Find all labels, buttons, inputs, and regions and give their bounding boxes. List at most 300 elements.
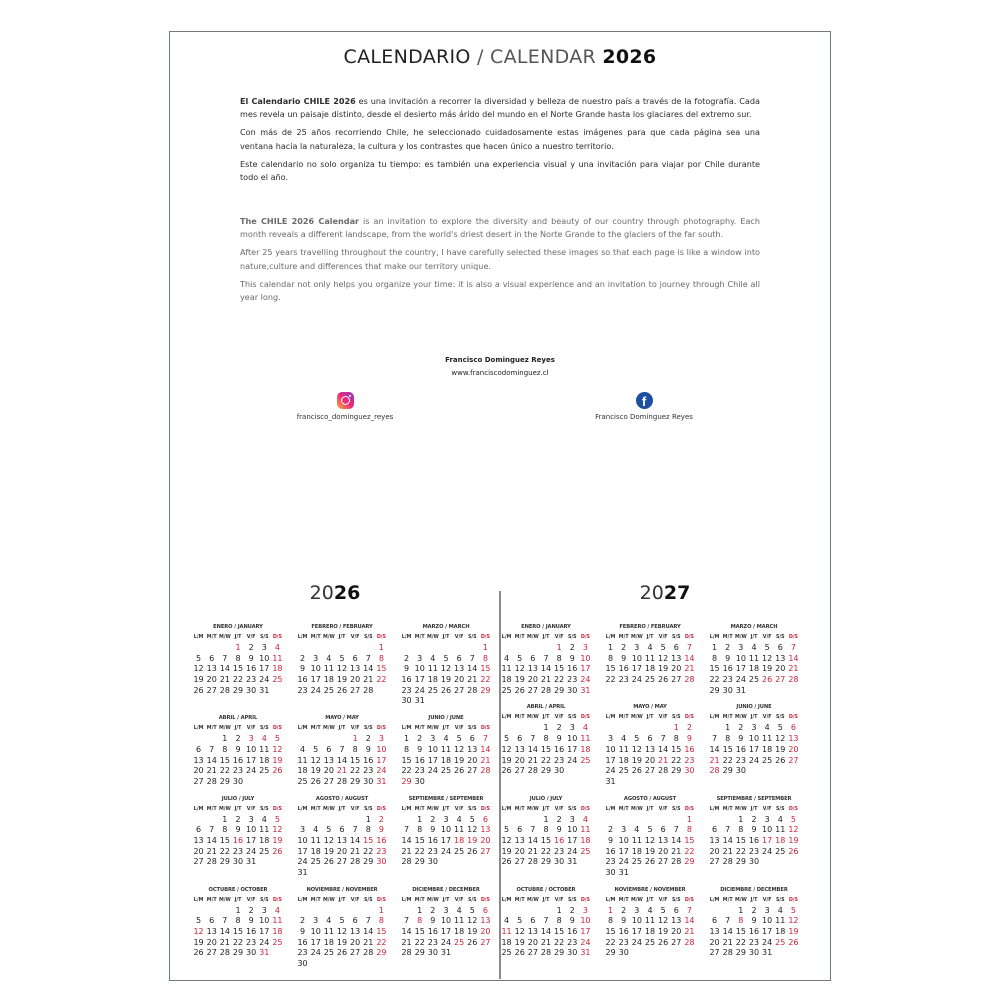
day-grid	[296, 633, 388, 696]
weekday-label: M/W	[526, 806, 539, 812]
day: 25	[501, 685, 512, 695]
day: 16	[567, 664, 578, 674]
day: 6	[352, 916, 358, 926]
day: 19	[658, 664, 669, 674]
holiday-day: 25	[580, 846, 591, 856]
facebook-icon[interactable]: f	[636, 392, 653, 409]
holiday-day: 6	[790, 723, 796, 733]
month-block	[500, 885, 592, 959]
day: 28	[350, 857, 361, 867]
weekday-label: V/F	[350, 806, 360, 812]
weekday-label: D/S	[684, 806, 695, 812]
day: 15	[232, 927, 244, 937]
month-name: MAYO / MAY	[325, 715, 359, 722]
holiday-day: 31	[259, 948, 270, 958]
day: 4	[430, 653, 436, 663]
day: 23	[427, 846, 438, 856]
month-block	[400, 885, 492, 970]
facebook-handle[interactable]: Francisco Dominguez Reyes	[595, 413, 693, 421]
weekday-label: L/M	[401, 897, 412, 903]
day: 25	[762, 755, 773, 765]
day: 18	[644, 664, 656, 674]
day: 29	[554, 685, 565, 695]
day: 12	[336, 664, 348, 674]
holiday-day: 12	[788, 916, 799, 926]
holiday-day: 28	[684, 937, 695, 947]
day: 19	[658, 927, 669, 937]
day: 3	[764, 814, 770, 824]
month-name: ENERO / JANUARY	[213, 624, 263, 630]
day: 13	[193, 755, 204, 765]
month-name: NOVIEMBRE / NOVEMBER	[614, 886, 686, 893]
day: 16	[297, 675, 308, 685]
day: 5	[764, 643, 770, 652]
weekday-label: L/M	[297, 806, 308, 812]
day: 10	[310, 927, 321, 937]
day: 16	[246, 927, 257, 937]
day: 16	[567, 927, 578, 937]
day: 17	[440, 835, 452, 845]
day: 31	[440, 948, 452, 958]
day: 25	[775, 846, 786, 856]
weekday-label: L/M	[401, 806, 412, 812]
day: 2	[621, 643, 627, 652]
day-grid	[400, 896, 492, 959]
day: 6	[339, 825, 345, 835]
weekday-label: M/T	[206, 806, 217, 812]
day: 12	[762, 653, 773, 663]
day: 30	[618, 948, 629, 958]
day-grid	[400, 805, 492, 868]
day: 11	[644, 916, 656, 926]
holiday-day: 8	[417, 916, 423, 926]
empty-day	[604, 723, 617, 734]
day: 8	[608, 916, 614, 926]
day: 30	[246, 685, 257, 695]
day: 5	[196, 916, 202, 926]
day: 10	[246, 825, 257, 835]
day: 8	[556, 653, 562, 663]
intro-es-paragraph-2: Con más de 25 años recorriendo Chile, he seleccionado cuidadosamente estas imágenes para que cada página sea una ventana hacia la naturaleza, la cultura y los contrastes que hacen único a nuestro territorio.	[240, 127, 760, 151]
weekday-label: M/W	[218, 635, 231, 640]
day: 26	[514, 685, 525, 695]
empty-day	[708, 723, 721, 734]
weekday-label: S/S	[259, 897, 269, 903]
day: 15	[735, 835, 746, 845]
intro-es-paragraph-3: Este calendario no solo organiza tu tiempo: es también una experiencia visual y una invitación para viajar por Chile durante todo el año.	[240, 158, 760, 183]
holiday-day: 22	[480, 675, 491, 685]
day: 22	[605, 675, 616, 685]
day: 14	[206, 835, 217, 845]
day: 3	[417, 653, 423, 663]
weekday-label: L/M	[297, 897, 308, 903]
holiday-day: 11	[272, 653, 283, 663]
holiday-day: 19	[788, 927, 799, 937]
day: 18	[501, 675, 512, 685]
day: 11	[297, 755, 308, 765]
holiday-day: 16	[376, 835, 387, 845]
year-suffix: 26	[333, 582, 361, 604]
day: 10	[735, 653, 746, 663]
day: 6	[517, 825, 523, 835]
holiday-day: 14	[684, 653, 695, 663]
holiday-day: 15	[684, 835, 695, 845]
day: 4	[634, 825, 640, 835]
day: 15	[401, 755, 412, 765]
day: 15	[540, 835, 552, 845]
day: 2	[751, 905, 757, 915]
day: 28	[363, 948, 374, 958]
day: 21	[527, 755, 538, 765]
empty-day	[309, 643, 322, 654]
day: 14	[206, 755, 217, 765]
day: 10	[631, 916, 642, 926]
facebook-link[interactable]	[544, 392, 744, 421]
day: 20	[467, 755, 478, 765]
signature	[170, 354, 830, 380]
day: 3	[443, 814, 449, 824]
empty-day	[526, 723, 539, 734]
day: 25	[748, 675, 760, 685]
weekday-label: D/S	[376, 897, 387, 903]
holiday-day: 27	[480, 937, 491, 947]
day: 27	[514, 766, 525, 776]
weekday-label: J/T	[234, 897, 242, 903]
holiday-day: 1	[352, 734, 358, 744]
weekday-label: S/S	[671, 715, 681, 721]
day: 10	[297, 835, 308, 845]
day: 6	[469, 734, 475, 744]
day: 10	[414, 664, 425, 674]
day: 12	[631, 744, 642, 754]
day: 14	[467, 664, 478, 674]
empty-day	[526, 815, 539, 826]
day: 3	[621, 825, 627, 835]
holiday-day: 15	[480, 664, 491, 674]
day: 18	[323, 675, 334, 685]
day: 19	[336, 937, 348, 947]
weekday-label: M/W	[426, 726, 439, 732]
day: 27	[336, 857, 348, 867]
holiday-day: 21	[709, 755, 720, 765]
weekday-label: M/W	[630, 897, 643, 903]
day: 28	[206, 857, 217, 867]
day: 7	[209, 744, 215, 754]
day: 7	[404, 825, 410, 835]
day: 13	[527, 927, 538, 937]
day: 27	[323, 776, 334, 786]
day: 22	[605, 937, 616, 947]
weekday-label: J/T	[338, 897, 346, 903]
month-name: OCTUBRE / OCTOBER	[516, 886, 576, 893]
month-block	[192, 885, 284, 970]
holiday-day: 21	[684, 664, 695, 674]
weekday-label: S/S	[567, 715, 577, 721]
day: 2	[235, 814, 241, 824]
day: 28	[401, 948, 412, 958]
day: 13	[336, 835, 348, 845]
day: 19	[775, 744, 786, 754]
day: 29	[722, 766, 733, 776]
empty-day	[400, 643, 413, 654]
day: 13	[454, 664, 465, 674]
day: 9	[300, 664, 306, 674]
weekday-label: S/S	[775, 806, 785, 812]
day: 11	[631, 835, 642, 845]
month-block	[192, 622, 284, 707]
day: 2	[248, 643, 254, 652]
day: 4	[777, 814, 783, 824]
weekday-label: S/S	[671, 806, 681, 812]
day: 6	[647, 734, 653, 744]
day: 1	[404, 734, 410, 744]
day: 8	[222, 744, 228, 754]
empty-day	[192, 643, 205, 654]
weekday-label: V/F	[554, 897, 564, 903]
empty-day	[335, 906, 348, 917]
day: 3	[261, 905, 267, 915]
month-block	[708, 702, 800, 787]
month-block	[192, 794, 284, 879]
day: 15	[554, 664, 565, 674]
day: 23	[554, 846, 565, 856]
day: 6	[530, 916, 536, 926]
day: 13	[527, 664, 538, 674]
empty-day	[500, 815, 513, 826]
weekday-label: M/W	[218, 726, 231, 732]
day: 29	[554, 948, 565, 958]
holiday-day: 18	[454, 835, 465, 845]
day: 13	[323, 755, 334, 765]
empty-day	[218, 643, 231, 654]
empty-day	[439, 643, 452, 654]
day: 31	[414, 696, 425, 706]
holiday-day: 5	[274, 734, 280, 744]
day: 31	[259, 685, 270, 695]
holiday-day: 25	[272, 937, 283, 947]
weekday-label: M/T	[310, 806, 321, 812]
weekday-label: M/T	[722, 715, 733, 721]
day: 7	[339, 744, 345, 754]
weekday-label: S/S	[259, 635, 269, 640]
holiday-day: 1	[482, 643, 488, 652]
weekday-label: V/F	[246, 806, 256, 812]
day: 14	[401, 835, 412, 845]
weekday-label: D/S	[684, 715, 695, 721]
day: 15	[414, 835, 425, 845]
holiday-day: 11	[580, 734, 591, 744]
day: 3	[569, 814, 575, 824]
weekday-label: M/T	[618, 635, 629, 640]
day: 23	[748, 846, 760, 856]
empty-day	[349, 643, 362, 654]
holiday-day: 3	[582, 643, 588, 652]
day: 23	[722, 675, 733, 685]
day: 27	[454, 685, 465, 695]
holiday-day: 1	[673, 723, 679, 733]
day: 20	[514, 755, 525, 765]
day: 30	[554, 857, 565, 867]
day-grid	[708, 633, 800, 696]
day: 6	[673, 643, 679, 652]
day: 25	[644, 675, 656, 685]
website-link[interactable]: www.franciscodominguez.cl	[451, 369, 549, 377]
weekday-label: J/T	[542, 806, 550, 812]
weekday-label: S/S	[467, 726, 477, 732]
title-separator: /	[477, 46, 484, 68]
holiday-day: 4	[582, 814, 588, 824]
weekday-label: D/S	[272, 897, 283, 903]
holiday-day: 24	[580, 675, 591, 685]
day: 5	[339, 916, 345, 926]
holiday-day: 2	[686, 723, 692, 733]
day: 23	[618, 675, 629, 685]
weekday-label: M/T	[722, 806, 733, 812]
holiday-day: 29	[401, 776, 412, 786]
day-grid	[604, 805, 696, 879]
weekday-label: V/F	[554, 715, 564, 721]
holiday-day: 24	[376, 766, 387, 776]
day: 15	[735, 927, 746, 937]
weekday-label: S/S	[363, 726, 373, 732]
holiday-day: 12	[272, 744, 283, 754]
day: 11	[775, 916, 786, 926]
day: 3	[248, 814, 254, 824]
day: 17	[735, 664, 746, 674]
day: 8	[608, 653, 614, 663]
day: 25	[259, 766, 270, 776]
day: 21	[206, 846, 217, 856]
empty-day	[192, 815, 205, 826]
day: 22	[219, 766, 230, 776]
weekday-label: D/S	[684, 635, 695, 640]
day: 19	[454, 755, 465, 765]
weekday-label: L/M	[501, 806, 512, 812]
empty-day	[617, 815, 630, 826]
month-block	[296, 794, 388, 879]
day: 3	[634, 643, 640, 652]
day: 27	[644, 766, 656, 776]
day: 6	[209, 653, 215, 663]
holiday-day: 19	[788, 835, 799, 845]
day-grid	[192, 805, 284, 868]
day: 2	[556, 723, 562, 733]
day: 3	[261, 643, 267, 652]
day: 22	[414, 846, 425, 856]
title-english: CALENDAR	[490, 46, 597, 68]
day: 11	[748, 653, 760, 663]
day: 29	[671, 766, 682, 776]
holiday-day: 5	[274, 814, 280, 824]
holiday-day: 28	[684, 675, 695, 685]
weekday-label: L/M	[501, 635, 512, 640]
day: 14	[527, 744, 538, 754]
calendar-2027	[500, 622, 800, 959]
weekday-label: M/W	[630, 635, 643, 640]
day: 7	[543, 916, 549, 926]
day-grid	[500, 805, 592, 868]
day: 22	[540, 755, 552, 765]
day: 24	[618, 857, 629, 867]
day: 4	[456, 905, 462, 915]
empty-day	[721, 815, 734, 826]
day: 12	[323, 835, 334, 845]
day: 28	[540, 948, 552, 958]
empty-day	[296, 734, 309, 745]
day: 29	[735, 948, 746, 958]
day: 13	[350, 927, 361, 937]
day: 6	[673, 905, 679, 915]
year-suffix: 27	[663, 582, 691, 604]
holiday-day: 26	[762, 675, 773, 685]
empty-day	[400, 906, 413, 917]
day: 15	[605, 664, 616, 674]
weekday-label: V/F	[350, 635, 360, 640]
day: 8	[235, 916, 241, 926]
day: 29	[540, 857, 552, 867]
holiday-day: 28	[709, 766, 720, 776]
day: 16	[427, 835, 438, 845]
day: 9	[248, 653, 254, 663]
day: 23	[427, 937, 438, 947]
day: 5	[634, 734, 640, 744]
instagram-link[interactable]	[245, 392, 445, 421]
day: 10	[440, 916, 452, 926]
holiday-day: 25	[580, 755, 591, 765]
day: 14	[527, 835, 538, 845]
day: 5	[517, 653, 523, 663]
day: 30	[414, 776, 425, 786]
holiday-day: 23	[376, 846, 387, 856]
empty-day	[205, 643, 218, 654]
empty-day	[539, 643, 552, 654]
day: 24	[259, 675, 270, 685]
empty-day	[604, 815, 617, 826]
weekday-label: L/M	[605, 897, 616, 903]
day: 30	[232, 776, 244, 786]
holiday-day: 7	[686, 905, 692, 915]
weekday-label: L/M	[193, 806, 204, 812]
day: 22	[540, 846, 552, 856]
weekday-label: M/W	[426, 897, 439, 903]
day: 28	[527, 857, 538, 867]
holiday-day: 21	[684, 927, 695, 937]
holiday-day: 22	[376, 937, 387, 947]
holiday-day: 31	[580, 685, 591, 695]
intro-en-paragraph-2: After 25 years travelling throughout the country, I have carefully selected these images so that each page is like a window into nature,culture and differences that make our territory unique.	[240, 247, 760, 271]
day: 6	[456, 653, 462, 663]
holiday-day: 1	[378, 643, 384, 652]
title-spanish: CALENDARIO	[343, 46, 471, 68]
instagram-handle[interactable]: francisco_dominguez_reyes	[296, 413, 394, 421]
holiday-day: 12	[193, 927, 204, 937]
day: 14	[540, 664, 552, 674]
day: 26	[775, 755, 786, 765]
day: 24	[414, 685, 425, 695]
weekday-label: S/S	[363, 806, 373, 812]
weekday-label: S/S	[775, 635, 785, 640]
day: 8	[725, 734, 731, 744]
day: 4	[313, 825, 319, 835]
weekday-label: M/W	[630, 806, 643, 812]
day: 8	[235, 653, 241, 663]
day: 24	[259, 937, 270, 947]
day: 1	[235, 905, 241, 915]
day: 30	[427, 948, 438, 958]
day: 20	[527, 937, 538, 947]
day: 7	[365, 916, 371, 926]
instagram-icon[interactable]	[337, 392, 354, 409]
